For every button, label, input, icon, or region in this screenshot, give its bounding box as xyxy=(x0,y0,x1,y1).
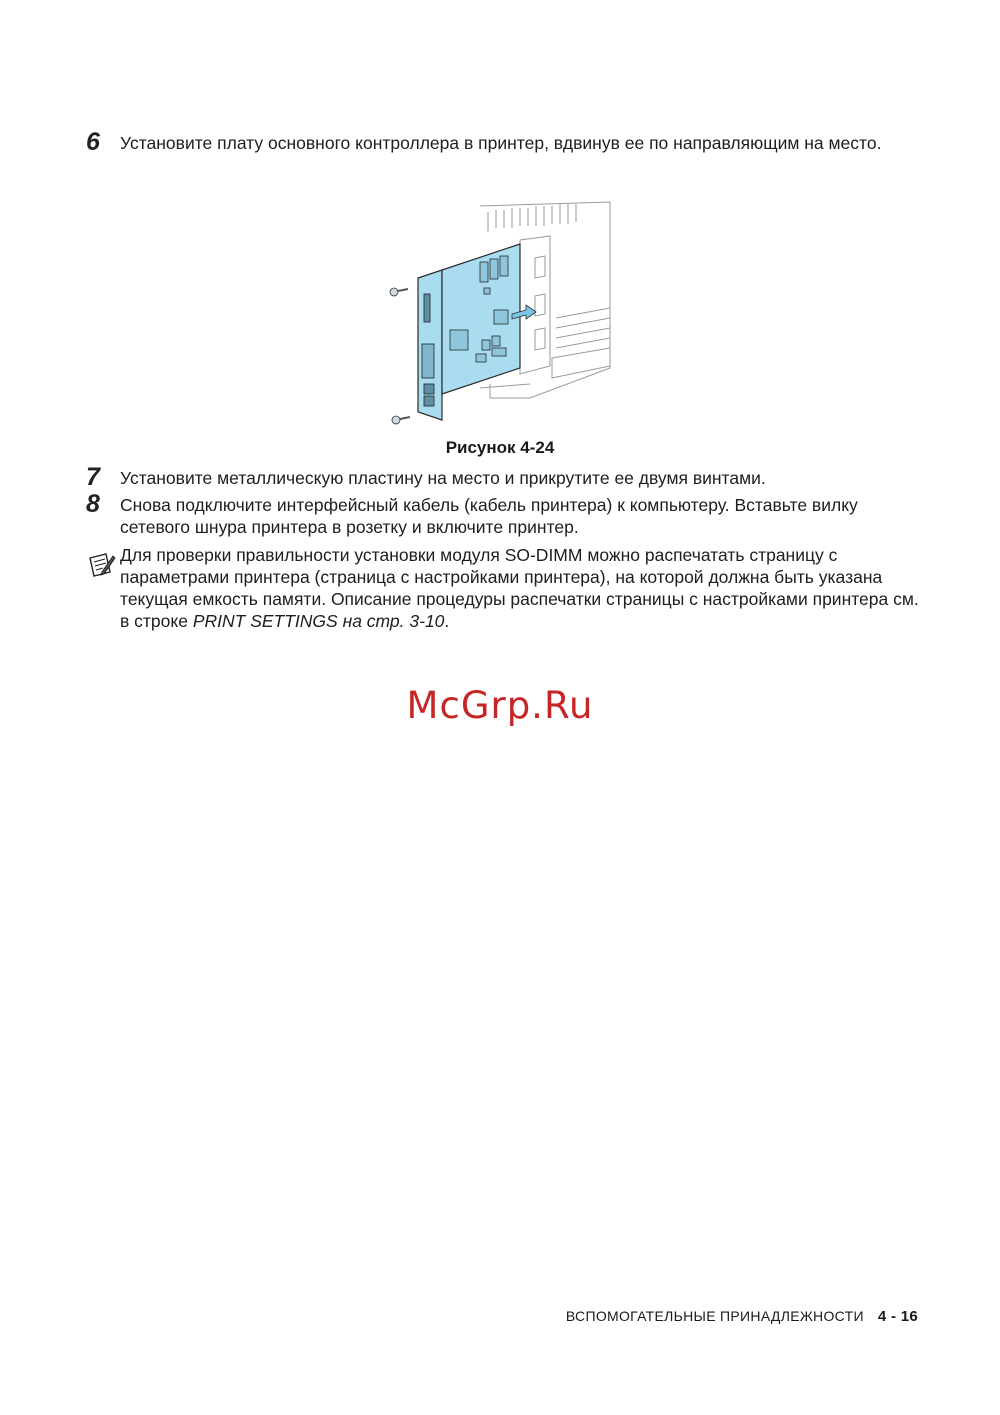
figure-caption: Рисунок 4-24 xyxy=(445,438,555,457)
screw-bottom-icon xyxy=(392,416,410,424)
footer-section-title: ВСПОМОГАТЕЛЬНЫЕ ПРИНАДЛЕЖНОСТИ xyxy=(565,1308,864,1324)
step-number: 7 xyxy=(86,463,100,491)
step-6 xyxy=(86,128,926,156)
note-text-end: . xyxy=(444,611,450,631)
step-text: Снова подключите интерфейсный кабель (кабель принтера) к компьютеру. Вставьте вилку сетевого шнура принтера в розетку и включите принтер. xyxy=(120,495,858,537)
page-number: 4 - 16 xyxy=(877,1308,918,1325)
screw-top-icon xyxy=(390,288,408,296)
watermark: McGrp.Ru xyxy=(406,684,594,727)
step-number: 8 xyxy=(86,490,100,518)
step-8 xyxy=(86,490,926,538)
step-7 xyxy=(86,463,926,491)
controller-board-illustration xyxy=(380,198,620,430)
note-text-main: Для проверки правильности установки модуля SO-DIMM можно распечатать страницу с параметрами принтера (страница с настройками принтера), на которой должна быть указана текущая емкость памяти. Описание процедуры распечатки страницы с настройками принтера см. в строке xyxy=(120,545,919,631)
note-text xyxy=(120,544,926,632)
note-reference: PRINT SETTINGS на стр. 3-10 xyxy=(192,611,445,631)
figure-controller-board xyxy=(380,198,620,430)
page-footer xyxy=(566,1308,918,1325)
step-text: Установите плату основного контроллера в принтер, вдвинув ее по направляющим на место. xyxy=(120,133,882,153)
step-number: 6 xyxy=(86,128,100,156)
note-block xyxy=(86,544,926,632)
step-text: Установите металлическую пластину на место и прикрутите ее двумя винтами. xyxy=(120,468,766,488)
note-pencil-icon xyxy=(86,550,116,580)
